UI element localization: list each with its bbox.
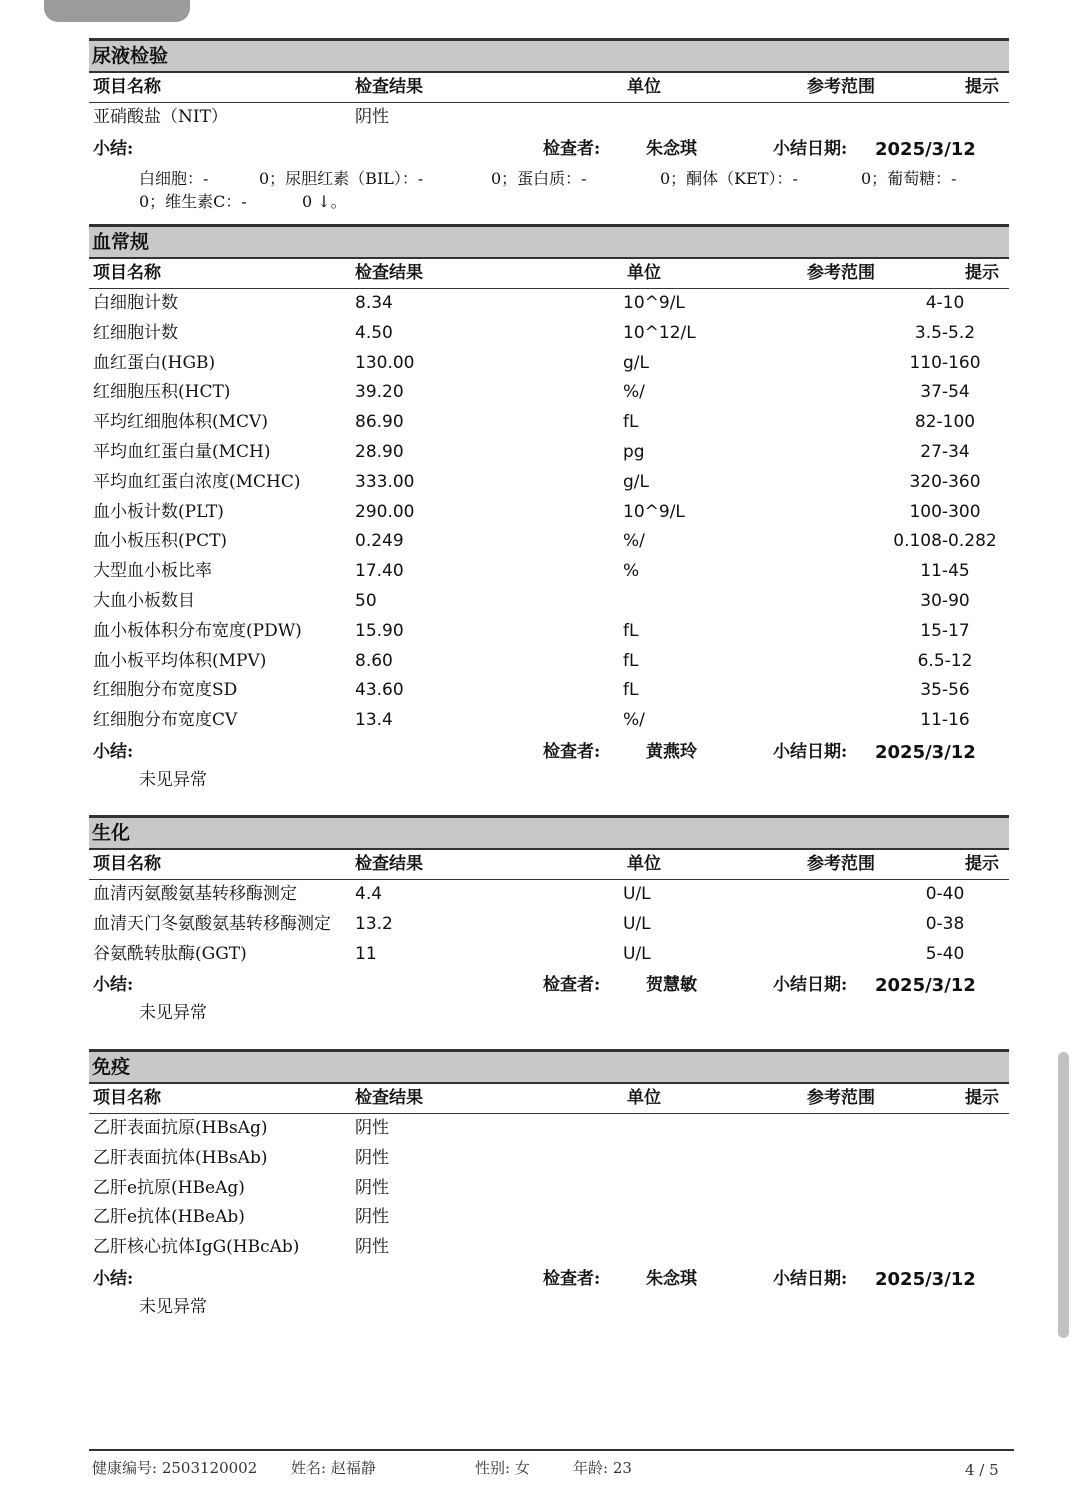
header-result: 检查结果 — [355, 263, 423, 283]
item-name: 大血小板数目 — [93, 590, 195, 611]
item-name: 红细胞压积(HCT) — [93, 382, 231, 403]
item-result: 阴性 — [355, 1207, 389, 1228]
item-name: 平均血红蛋白浓度(MCHC) — [93, 471, 301, 492]
item-unit: %/ — [623, 710, 645, 731]
biochem-section — [89, 815, 1009, 1025]
summary-label: 小结: — [93, 975, 134, 996]
item-result: 阴性 — [355, 1177, 389, 1198]
item-name: 血小板体积分布宽度(PDW) — [93, 620, 302, 641]
item-result: 阴性 — [355, 1118, 389, 1138]
item-result: 阴性 — [355, 1147, 389, 1168]
note-part: 0；葡萄糖：- — [861, 168, 957, 188]
header-ref: 参考范围 — [807, 77, 875, 97]
page-footer — [89, 1449, 1014, 1491]
table-row — [89, 289, 1009, 319]
table-row — [89, 647, 1009, 677]
header-unit: 单位 — [627, 77, 661, 97]
checker-name: 朱念琪 — [646, 138, 697, 159]
item-name: 谷氨酰转肽酶(GGT) — [93, 943, 247, 964]
scrollbar-thumb[interactable] — [1058, 1052, 1069, 1338]
table-header — [89, 850, 1009, 880]
item-unit: fL — [623, 650, 639, 671]
item-unit: %/ — [623, 531, 645, 552]
item-result: 15.90 — [355, 620, 404, 641]
item-name: 平均血红蛋白量(MCH) — [93, 441, 271, 462]
item-ref: 82-100 — [914, 412, 976, 433]
item-unit: g/L — [623, 471, 649, 492]
note-part: 白细胞：- — [139, 168, 209, 188]
item-result: 4.50 — [355, 322, 393, 343]
table-row — [89, 103, 1009, 133]
item-unit: 10^9/L — [623, 293, 685, 313]
section-title: 尿液检验 — [89, 38, 1009, 73]
item-name: 血红蛋白(HGB) — [93, 352, 216, 373]
summary-label: 小结: — [93, 138, 134, 159]
date-label: 小结日期: — [773, 1268, 848, 1289]
summary-note: 未见异常 — [139, 769, 207, 790]
summary-row — [89, 1263, 1009, 1296]
patient-sex: 性别: 女 — [475, 1459, 530, 1477]
item-name: 红细胞计数 — [93, 322, 178, 343]
note-part: 0；维生素C：- — [139, 191, 247, 211]
header-name: 项目名称 — [93, 1088, 161, 1108]
header-tip: 提示 — [965, 854, 999, 874]
summary-date: 2025/3/12 — [875, 975, 976, 997]
item-name: 红细胞分布宽度SD — [93, 680, 238, 701]
item-ref: 320-360 — [909, 471, 981, 492]
date-label: 小结日期: — [773, 975, 848, 996]
table-row — [89, 468, 1009, 498]
header-tip: 提示 — [965, 1088, 999, 1108]
section-title: 免疫 — [89, 1049, 1009, 1084]
item-ref: 5-40 — [925, 943, 965, 964]
item-result: 17.40 — [355, 561, 404, 582]
item-unit: % — [623, 561, 640, 582]
item-unit: fL — [623, 680, 639, 701]
date-label: 小结日期: — [773, 741, 848, 762]
item-name: 大型血小板比率 — [93, 561, 212, 582]
item-ref: 30-90 — [920, 590, 970, 611]
summary-row — [89, 969, 1009, 1002]
item-result: 86.90 — [355, 412, 404, 433]
header-result: 检查结果 — [355, 1088, 423, 1108]
section-title: 生化 — [89, 815, 1009, 850]
header-name: 项目名称 — [93, 854, 161, 874]
item-result: 28.90 — [355, 441, 404, 462]
table-body — [89, 880, 1009, 969]
table-row — [89, 378, 1009, 408]
item-result: 阴性 — [355, 1237, 389, 1258]
header-ref: 参考范围 — [807, 854, 875, 874]
item-result: 39.20 — [355, 382, 404, 403]
item-unit: fL — [623, 620, 639, 641]
patient-age: 年龄: 23 — [573, 1459, 632, 1477]
table-row — [89, 349, 1009, 379]
note-part: 0；尿胆红素（BIL）：- — [259, 168, 424, 188]
header-ref: 参考范围 — [807, 263, 875, 283]
header-unit: 单位 — [627, 263, 661, 283]
table-row — [89, 1233, 1009, 1263]
header-ref: 参考范围 — [807, 1088, 875, 1108]
table-row — [89, 1144, 1009, 1174]
item-unit: %/ — [623, 382, 645, 403]
summary-row — [89, 133, 1009, 166]
header-unit: 单位 — [627, 1088, 661, 1108]
header-unit: 单位 — [627, 854, 661, 874]
table-row — [89, 1174, 1009, 1204]
item-name: 血小板计数(PLT) — [93, 501, 224, 522]
table-row — [89, 498, 1009, 528]
patient-name: 姓名: 赵福静 — [291, 1459, 376, 1477]
item-ref: 11-45 — [920, 561, 970, 582]
table-row — [89, 527, 1009, 557]
header-result: 检查结果 — [355, 854, 423, 874]
item-result: 13.2 — [355, 913, 393, 934]
item-name: 乙肝核心抗体IgG(HBcAb) — [93, 1237, 300, 1258]
table-body — [89, 289, 1009, 736]
item-unit: U/L — [623, 913, 651, 934]
item-ref: 11-16 — [920, 710, 970, 731]
page-number: 4 / 5 — [965, 1461, 999, 1479]
summary-note: 未见异常 — [139, 1003, 207, 1024]
summary-date: 2025/3/12 — [875, 138, 976, 160]
table-row — [89, 706, 1009, 736]
item-ref: 6.5-12 — [917, 650, 973, 671]
item-result: 8.34 — [355, 293, 393, 313]
table-row — [89, 319, 1009, 349]
item-name: 血清丙氨酸氨基转移酶测定 — [93, 884, 297, 904]
summary-date: 2025/3/12 — [875, 741, 976, 763]
item-unit: pg — [623, 441, 645, 462]
item-unit: U/L — [623, 884, 651, 904]
table-row — [89, 557, 1009, 587]
item-name: 白细胞计数 — [93, 293, 178, 313]
table-header — [89, 1084, 1009, 1114]
date-label: 小结日期: — [773, 138, 848, 159]
table-row — [89, 880, 1009, 910]
item-ref: 0-40 — [925, 884, 965, 904]
item-name: 血小板压积(PCT) — [93, 531, 228, 552]
blood-routine-section — [89, 224, 1009, 792]
item-result: 0.249 — [355, 531, 404, 552]
item-ref: 4-10 — [925, 293, 965, 313]
item-unit: fL — [623, 412, 639, 433]
item-unit: 10^12/L — [623, 322, 696, 343]
item-unit: U/L — [623, 943, 651, 964]
table-row — [89, 1114, 1009, 1144]
item-result: 阴性 — [355, 107, 389, 127]
header-result: 检查结果 — [355, 77, 423, 97]
table-body — [89, 103, 1009, 133]
top-tab-handle — [44, 0, 190, 22]
summary-date: 2025/3/12 — [875, 1268, 976, 1290]
item-name: 血小板平均体积(MPV) — [93, 650, 267, 671]
item-name: 乙肝表面抗体(HBsAb) — [93, 1147, 268, 1168]
health-id: 健康编号: 2503120002 — [92, 1459, 258, 1477]
item-result: 290.00 — [355, 501, 415, 522]
table-row — [89, 1203, 1009, 1233]
item-name: 血清天门冬氨酸氨基转移酶测定 — [93, 913, 331, 934]
item-unit: 10^9/L — [623, 501, 685, 522]
table-row — [89, 438, 1009, 468]
item-result: 4.4 — [355, 884, 383, 904]
item-name: 乙肝e抗原(HBeAg) — [93, 1177, 245, 1198]
item-result: 8.60 — [355, 650, 393, 671]
header-tip: 提示 — [965, 77, 999, 97]
item-name: 平均红细胞体积(MCV) — [93, 412, 268, 433]
item-ref: 0.108-0.282 — [893, 531, 997, 552]
checker-label: 检查者: — [543, 1268, 601, 1289]
item-ref: 110-160 — [909, 352, 981, 373]
item-result: 333.00 — [355, 471, 415, 492]
item-result: 13.4 — [355, 710, 393, 731]
section-title: 血常规 — [89, 224, 1009, 259]
table-row — [89, 676, 1009, 706]
summary-note — [89, 166, 1009, 214]
item-name: 红细胞分布宽度CV — [93, 710, 238, 731]
table-row — [89, 408, 1009, 438]
item-ref: 27-34 — [920, 441, 970, 462]
header-name: 项目名称 — [93, 77, 161, 97]
checker-label: 检查者: — [543, 741, 601, 762]
table-row — [89, 587, 1009, 617]
item-name: 亚硝酸盐（NIT） — [93, 107, 228, 127]
checker-label: 检查者: — [543, 975, 601, 996]
item-name: 乙肝e抗体(HBeAb) — [93, 1207, 245, 1228]
item-ref: 3.5-5.2 — [914, 322, 976, 343]
note-part: 0；酮体（KET）：- — [660, 168, 798, 188]
table-header — [89, 73, 1009, 103]
urine-section — [89, 38, 1009, 214]
item-result: 130.00 — [355, 352, 415, 373]
header-name: 项目名称 — [93, 263, 161, 283]
summary-row — [89, 736, 1009, 769]
item-result: 50 — [355, 590, 377, 611]
summary-label: 小结: — [93, 741, 134, 762]
header-tip: 提示 — [965, 263, 999, 283]
summary-note: 未见异常 — [139, 1296, 207, 1317]
table-row — [89, 940, 1009, 970]
checker-name: 朱念琪 — [646, 1268, 697, 1289]
table-body — [89, 1114, 1009, 1263]
item-unit: g/L — [623, 352, 649, 373]
note-part: 0；蛋白质：- — [491, 168, 587, 188]
item-name: 乙肝表面抗原(HBsAg) — [93, 1118, 268, 1138]
note-part: 0 ↓。 — [302, 191, 347, 211]
item-result: 43.60 — [355, 680, 404, 701]
item-ref: 100-300 — [909, 501, 981, 522]
summary-label: 小结: — [93, 1268, 134, 1289]
checker-name: 黄燕玲 — [646, 741, 697, 762]
item-result: 11 — [355, 943, 377, 964]
table-header — [89, 259, 1009, 289]
table-row — [89, 617, 1009, 647]
item-ref: 0-38 — [925, 913, 965, 934]
checker-label: 检查者: — [543, 138, 601, 159]
item-ref: 35-56 — [920, 680, 970, 701]
checker-name: 贺慧敏 — [646, 975, 697, 996]
immune-section — [89, 1049, 1009, 1319]
table-row — [89, 910, 1009, 940]
item-ref: 37-54 — [920, 382, 970, 403]
item-ref: 15-17 — [920, 620, 970, 641]
